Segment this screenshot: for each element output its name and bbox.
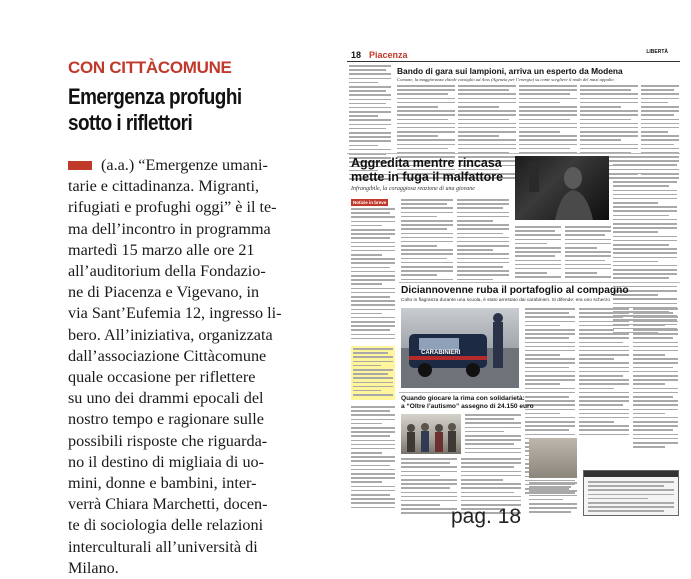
ad-header-bar bbox=[584, 471, 678, 477]
masthead-rule bbox=[347, 61, 680, 62]
body-line: via Sant’Eufemia 12, ingresso li- bbox=[68, 304, 282, 323]
car-label: CARABINIERI bbox=[421, 350, 461, 356]
headline-line: sotto i riflettori bbox=[68, 110, 193, 135]
body-line: te di sociologia delle relazioni bbox=[68, 516, 264, 535]
red-square-icon bbox=[68, 161, 92, 170]
body-line: no il destino di migliaia di uo- bbox=[68, 452, 265, 471]
text-column bbox=[633, 308, 678, 450]
ad-box bbox=[583, 470, 679, 516]
body-line: verrà Chiara Marchetti, docen- bbox=[68, 495, 268, 514]
news-headline: Quando giocare la rima con solidarietà: a “Oltre l’autismo” assegno di 24.150 euro bbox=[401, 395, 534, 410]
body-line: su uno dei drammi epocali del bbox=[68, 389, 264, 408]
body-line: nostro tempo e ragionare sulle bbox=[68, 410, 264, 429]
text-column bbox=[457, 199, 509, 283]
body-line: ne di Piacenza e Vigevano, in bbox=[68, 283, 260, 302]
body-line: mini, donne e bambini, inter- bbox=[68, 474, 257, 493]
body-line: interculturali all’università di bbox=[68, 537, 258, 556]
text-column bbox=[401, 199, 453, 283]
body-line: martedì 15 marzo alle ore 21 bbox=[68, 240, 255, 259]
text-column bbox=[579, 308, 629, 438]
text-column bbox=[351, 406, 395, 511]
news-photo bbox=[515, 156, 609, 220]
headline-line: Emergenza profughi bbox=[68, 84, 242, 109]
body-line: possibili risposte che riguarda- bbox=[68, 431, 268, 450]
text-column bbox=[565, 226, 611, 280]
news-headline: Diciannovenne ruba il portafoglio al compagno bbox=[401, 285, 629, 296]
group-photo bbox=[401, 414, 461, 454]
text-column bbox=[588, 481, 674, 515]
text-column bbox=[401, 458, 457, 516]
divider bbox=[399, 392, 525, 393]
text-column bbox=[351, 208, 395, 342]
text-column bbox=[515, 226, 561, 280]
news-deck: Infrangibile, la coraggiosa reazione di una giovane bbox=[351, 186, 475, 192]
divider bbox=[399, 282, 680, 283]
newspaper-brand: LIBERTÀ bbox=[646, 49, 668, 55]
text-column bbox=[529, 482, 577, 516]
body-line: all’auditorium della Fondazio- bbox=[68, 262, 266, 281]
silhouette-icon bbox=[515, 156, 609, 220]
article-headline bbox=[68, 84, 343, 136]
body-line: Milano. bbox=[68, 558, 119, 577]
newspaper-page bbox=[347, 46, 680, 516]
article-kicker: CON CITTÀCOMUNE bbox=[68, 58, 232, 77]
page-label: pag. 18 bbox=[451, 505, 522, 528]
news-headline: Bando di gara sui lampioni, arriva un esperto da Modena bbox=[397, 66, 623, 76]
car-icon bbox=[401, 308, 519, 388]
body-line: dall’associazione Cittàcomune bbox=[68, 346, 267, 365]
text-column bbox=[353, 348, 393, 398]
news-deck: Colto in flagranza durante una scuola, è stato arrestato dai carabinieri. Si difende: era uno scherzo bbox=[401, 298, 611, 303]
small-photo bbox=[529, 438, 577, 478]
article-body bbox=[68, 155, 340, 579]
newspaper-section: Piacenza bbox=[369, 50, 408, 60]
news-headline: Aggredita mentre rincasa mette in fuga il malfattore bbox=[351, 156, 504, 184]
body-line: quale occasione per riflettere bbox=[68, 368, 256, 387]
text-column bbox=[465, 414, 521, 456]
body-line: (a.a.) “Emergenze umani- bbox=[68, 155, 340, 176]
divider bbox=[347, 153, 680, 154]
body-line: rifugiati e profughi oggi” è il te- bbox=[68, 198, 277, 217]
body-line: bero. All’iniziativa, organizzata bbox=[68, 325, 273, 344]
article-header bbox=[68, 58, 340, 136]
people-icon bbox=[401, 414, 461, 454]
newspaper-page-number: 18 bbox=[351, 50, 362, 60]
carabinieri-photo bbox=[401, 308, 519, 388]
body-line: ma dell’incontro in programma bbox=[68, 219, 271, 238]
news-deck: Comune, la maggioranza chiede consiglio ad Aess (Agenzia per l’energia) su come scegliere il nodo del maxi appalto bbox=[397, 77, 614, 82]
briefs-tab: Notizie in breve bbox=[353, 200, 387, 205]
body-line: tarie e cittadinanza. Migranti, bbox=[68, 177, 260, 196]
